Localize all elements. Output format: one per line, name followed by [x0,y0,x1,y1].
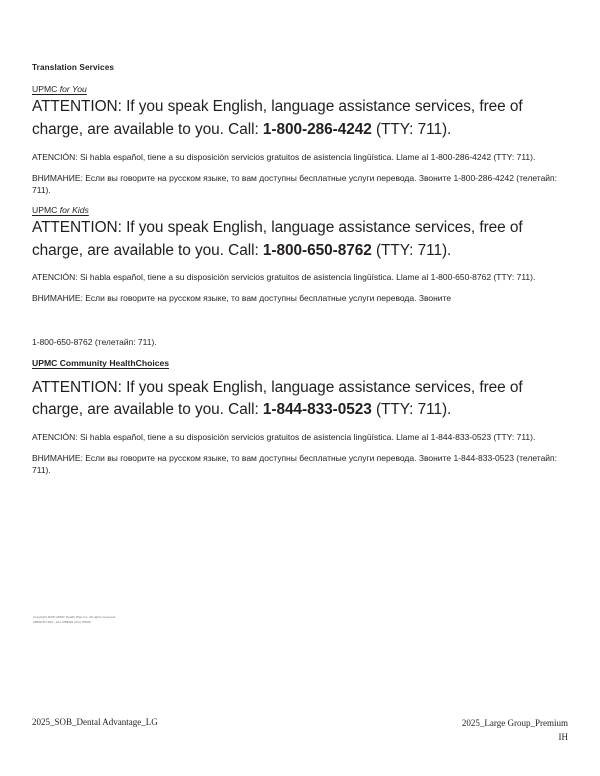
spanish-paragraph-community: ATENCIÓN: Si habla español, tiene a su disposición servicios gratuitos de asistencia lingüística. Llame al 1-844-833-0523 (TTY: 711). [32,431,536,442]
copyright-line-2: 2955DTH-400 - ALL OBENS (AG) 3/5/25 [33,619,91,624]
plan-label-upmc-for-kids [32,205,568,216]
attention-phone-number: 1-800-286-4242 [262,121,372,139]
copyright-block [33,615,273,625]
attention-phone-number: 1-844-833-0523 [262,401,372,419]
attention-paragraph-for-kids [32,217,568,262]
russian-paragraph-for-you: ВНИМАНИЕ: Если вы говорите на русском языке, то вам доступны бесплатные услуги перевода. Звоните 1-800-286-4242 (телетайп: 711). [32,172,558,195]
plan-label-upmc-for-you [32,84,568,95]
plan-label-prefix: UPMC [32,204,58,215]
spanish-paragraph-for-you: ATENCIÓN: Si habla español, tiene a su disposición servicios gratuitos de asistencia lingüística. Llame al 1-800-286-4242 (TTY: 711). [32,151,536,162]
attention-lead: ATTENTION: If you speak English, language assistance services, free of charge, are available to you. Call: [32,219,523,259]
attention-paragraph-community [32,377,568,422]
section-upmc-for-kids [32,205,568,349]
page-footer [32,717,568,744]
attention-tail: (TTY: 711). [371,241,452,259]
translation-services-content [32,63,568,485]
section-upmc-community-healthchoices [32,358,568,477]
footer-right-line-1: 2025_Large Group_Premium [461,718,568,728]
attention-paragraph-for-you [32,96,568,141]
plan-label-prefix: UPMC [32,84,58,95]
attention-phone-number: 1-800-650-8762 [262,241,372,259]
attention-tail: (TTY: 711). [371,121,452,139]
footer-left-label: 2025_SOB_Dental Advantage_LG [32,717,158,727]
plan-label-italic: for You [57,84,87,95]
plan-label-text: UPMC Community HealthChoices [32,357,170,368]
russian-paragraph-for-kids-part1: ВНИМАНИЕ: Если вы говорите на русском языке, то вам доступны бесплатные услуги перевода. Звоните [32,293,452,304]
attention-lead: ATTENTION: If you speak English, language assistance services, free of charge, are available to you. Call: [32,378,523,419]
page-break-gap [32,314,568,336]
spanish-paragraph-for-kids: ATENCIÓN: Si habla español, tiene a su disposición servicios gratuitos de asistencia lingüística. Llame al 1-800-650-8762 (TTY: 711). [32,272,536,283]
russian-paragraph-for-kids-part2: 1-800-650-8762 (телетайп: 711). [32,337,157,348]
footer-right-label [462,717,568,744]
attention-tail: (TTY: 711). [371,401,452,419]
section-upmc-for-you [32,84,568,196]
copyright-line-1: Copyright 2025 UPMC Health Plan Inc. All rights reserved. [33,615,116,619]
russian-paragraph-community: ВНИМАНИЕ: Если вы говорите на русском языке, то вам доступны бесплатные услуги перевода. Звоните 1-844-833-0523 (телетайп: 711). [32,453,558,476]
footer-right-line-2: IH [558,731,568,742]
page-title: Translation Services [32,63,115,72]
plan-label-italic: for Kids [57,204,89,215]
attention-lead: ATTENTION: If you speak English, language assistance services, free of charge, are available to you. Call: [32,98,523,139]
plan-label-community-healthchoices [32,358,568,369]
